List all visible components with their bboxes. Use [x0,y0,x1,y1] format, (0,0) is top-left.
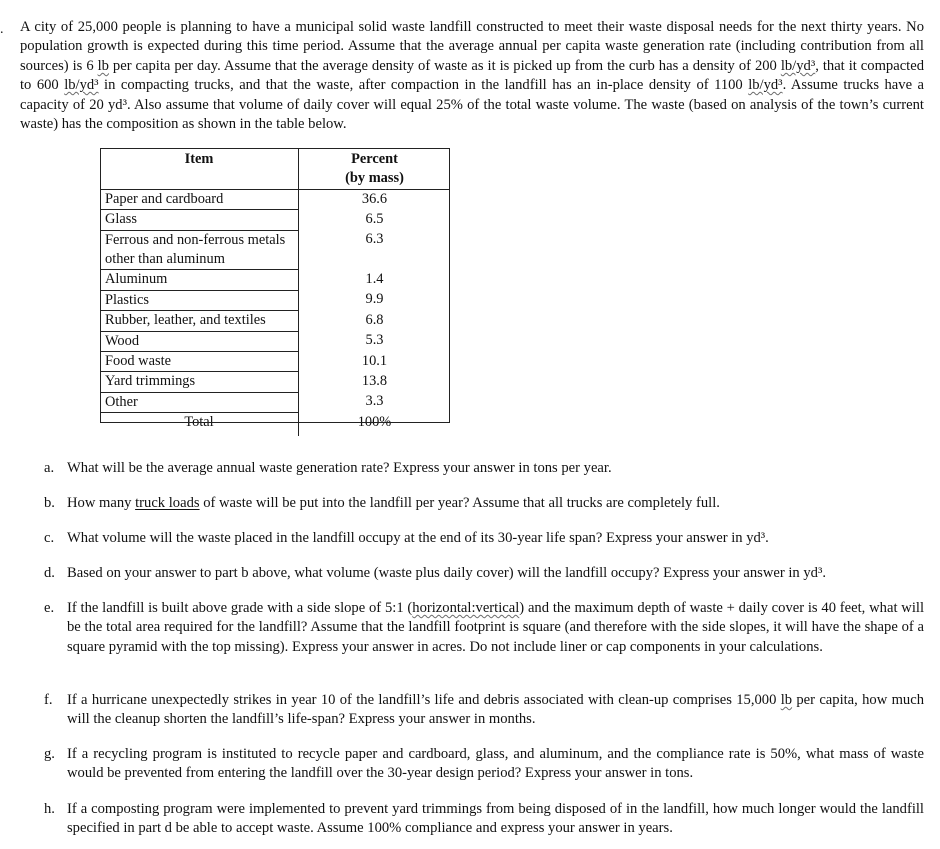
question-text: What will be the average annual waste generation rate? Express your answer in tons per year. [67,460,612,476]
question-text: If a recycling program is instituted to recycle paper and cardboard, glass, and aluminum, and the compliance rate is 50%, what mass of waste would be prevented from entering the landfill over the 30-year design period? Express your answer in tons. [67,746,924,782]
table-row [100,210,450,230]
header-percent [299,148,451,189]
intro-text: per capita per day. Assume that the average density of waste as it is picked up from the curb has a density of 200 [108,57,781,74]
item-cell: Paper and cardboard [100,189,299,209]
question-label: f. [44,692,53,708]
item-cell: Food waste [100,352,299,372]
intro-text: . Assume trucks have a capacity of 20 yd³. Also assume that volume of daily cover will equal 25% of the total waste volume. The waste (based on analysis of the town’s current waste) has the composition as shown in the table below. [20,77,925,133]
item-cell: Wood [100,331,299,351]
table-row [100,290,450,310]
item-cell: Ferrous and non-ferrous metals other than aluminum [100,230,299,270]
text-segment: ) and the maximum depth of waste + daily cover is 40 feet, what will be the total area required for the landfill? Assume that the landfill footprint is square (and therefore with the side slopes, it will have the shape of a square pyramid with the top missing). Express your answer in acres. Do not include liner or cap components in your calculations. [67,600,925,655]
text-segment: If a hurricane unexpectedly strikes in year 10 of the landfill’s life and debris associated with clean-up comprises 15,000 [67,692,781,708]
table-row [100,270,450,290]
question-label: b. [44,495,55,511]
header-percent-line2: (by mass) [345,170,404,187]
intro-text: , that it compacted to 600 [20,57,924,94]
question-text: Based on your answer to part b above, what volume (waste plus daily cover) will the landfill occupy? Express your answer in yd³. [67,565,826,581]
table-row [100,372,450,392]
table-row [100,392,450,412]
percent-cell: 3.3 [365,393,384,410]
table-header-row [100,148,450,189]
unit-lb-per-yd3: lb/yd³ [748,77,783,94]
percent-cell: 9.9 [365,291,384,308]
question-text [67,691,924,730]
item-cell: Plastics [100,290,299,310]
unit-lb-per-yd3: lb/yd³ [780,57,816,74]
header-percent-line1: Percent [351,151,398,167]
question-text [67,599,924,657]
question-label: e. [44,600,55,616]
item-cell: Aluminum [100,270,299,290]
intro-text: in compacting trucks, and that the waste, after compaction in the landfill has an in-place density of 1100 [98,77,749,94]
question-label: c. [44,530,55,546]
question-label: g. [44,746,55,762]
question-text: If a composting program were implemented to prevent yard trimmings from being disposed of in the landfill, how much longer would the landfill specified in part d be able to accept waste. Assume 100% compliance and express your answer in years. [67,801,924,837]
table-total-row [100,413,450,436]
percent-cell: 6.8 [365,311,384,328]
percent-cell: 1.4 [365,270,384,287]
percent-cell: 13.8 [361,372,388,389]
table-row [100,311,450,331]
intro-text: A city of 25,000 people is planning to have a municipal solid waste landfill constructed to meet their waste disposal needs for the next thirty years. No population growth is expected during this time period. Assume that the average annual per capita waste generation rate (including contribution from all sources) is 6 [20,19,924,74]
item-cell: Rubber, leather, and textiles [100,311,299,331]
problem-statement [20,18,924,134]
table-row [100,331,450,351]
unit-lb: lb [97,57,109,74]
total-label: Total [100,413,299,436]
table-row [100,230,450,270]
table-row [100,189,450,209]
underlined-term: truck loads [135,495,200,511]
flagged-term: horizontal:vertical [412,600,520,616]
unit-lb-per-yd3: lb/yd³ [64,77,99,94]
item-cell: Glass [100,210,299,230]
text-segment: How many [67,495,136,511]
header-item: Item [100,148,299,189]
text-segment: per capita, how much will the cleanup shorten the landfill’s life-span? Express your answer in months. [67,692,924,728]
percent-cell: 10.1 [361,352,388,369]
percent-cell: 6.3 [365,231,384,248]
problem-marker: . [0,22,4,37]
question-label: d. [44,565,55,581]
composition-table [100,148,450,436]
question-text [67,494,924,513]
table-row [100,352,450,372]
flagged-term: lb [780,692,793,708]
total-value: 100% [357,413,392,430]
item-cell: Other [100,392,299,412]
question-label: h. [44,801,55,817]
percent-cell: 36.6 [361,190,388,207]
text-segment: of waste will be put into the landfill per year? Assume that all trucks are completely full. [199,495,720,511]
percent-cell: 6.5 [365,210,384,227]
percent-cell: 5.3 [365,332,384,349]
question-text: What volume will the waste placed in the landfill occupy at the end of its 30-year life span? Express your answer in yd³. [67,530,769,546]
question-label: a. [44,460,55,476]
item-cell: Yard trimmings [100,372,299,392]
text-segment: If the landfill is built above grade with a side slope of 5:1 ( [67,600,413,616]
